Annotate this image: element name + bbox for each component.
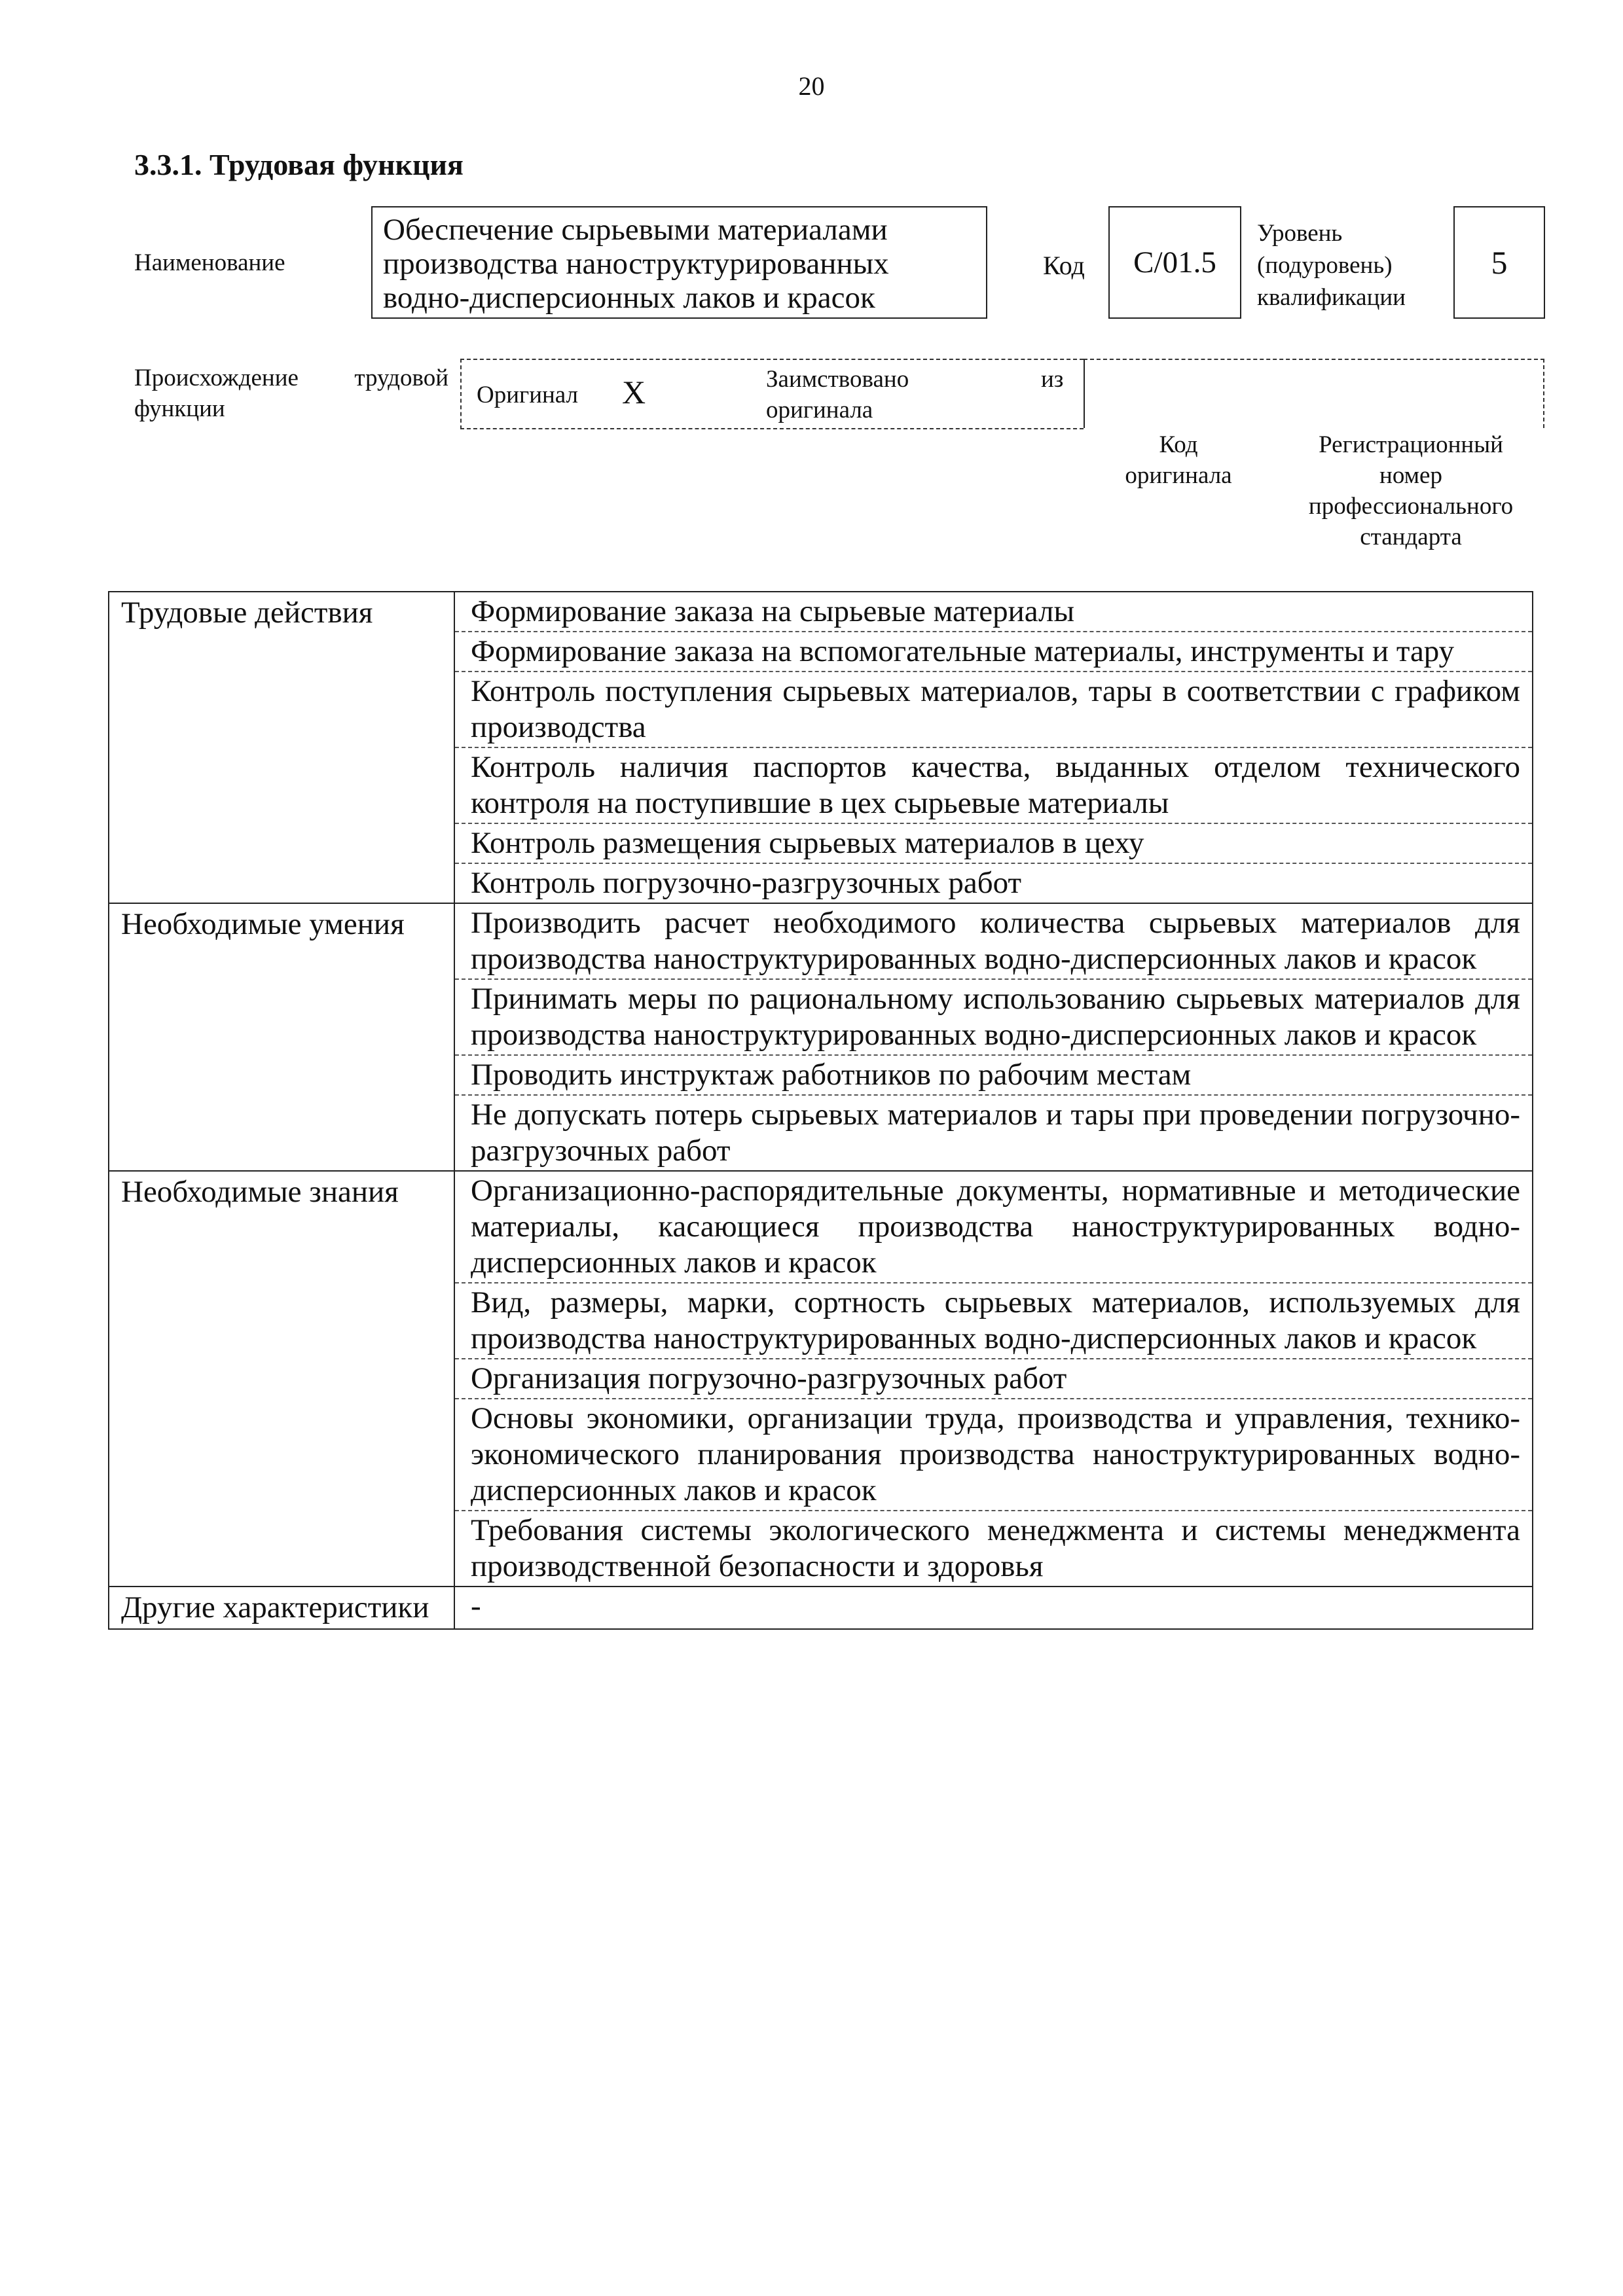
table-row <box>109 903 1533 979</box>
borrowed-label: Заимствовано оригинала <box>766 366 909 423</box>
required-skills-item: Принимать меры по рациональному использованию сырьевых материалов для производства наноструктурированных водно-дисперсионных лаков и красок <box>454 979 1533 1055</box>
original-mark: X <box>622 374 646 410</box>
labor-actions-item: Контроль наличия паспортов качества, выданных отделом технического контроля на поступившие в цех сырьевые материалы <box>454 747 1533 823</box>
required-knowledge-item: Организация погрузочно-разгрузочных работ <box>454 1359 1533 1399</box>
table-row <box>109 1587 1533 1629</box>
required-knowledge-item: Основы экономики, организации труда, производства и управления, технико-экономического планирования производства наноструктурированных водно-дисперсионных лаков и красок <box>454 1399 1533 1511</box>
function-name: Обеспечение сырьевыми материалами производства наноструктурированных водно-дисперсионных лаков и красок <box>383 213 889 315</box>
level-label-2: (подуровень) <box>1257 252 1393 279</box>
code-value: C/01.5 <box>1133 245 1216 279</box>
labor-actions-item: Контроль погрузочно-разгрузочных работ <box>454 863 1533 903</box>
labor-actions-item: Контроль поступления сырьевых материалов, тары в соответствии с графиком производства <box>454 672 1533 747</box>
table-row <box>109 1171 1533 1283</box>
level-label-3: квалификации <box>1257 284 1406 311</box>
reg-number-caption: Регистрационный номер профессионального стандарта <box>1308 431 1514 550</box>
table-row <box>109 592 1533 632</box>
level-value: 5 <box>1491 244 1508 281</box>
code-value-box <box>1108 206 1241 319</box>
required-knowledge-item: Требования системы экологического менеджмента и системы менеджмента производственной безопасности и здоровья <box>454 1511 1533 1587</box>
original-label: Оригинал <box>477 382 579 408</box>
section-title-labor-actions: Трудовые действия <box>109 592 454 903</box>
function-table <box>108 591 1533 1630</box>
name-label: Наименование <box>134 249 285 276</box>
required-knowledge-item: Организационно-распорядительные документы, нормативные и методические материалы, касающиеся производства наноструктурированных водно-дисперсионных лаков и красок <box>454 1171 1533 1283</box>
code-label: Код <box>1043 251 1085 280</box>
required-skills-item: Производить расчет необходимого количества сырьевых материалов для производства наноструктурированных водно-дисперсионных лаков и красок <box>454 903 1533 979</box>
labor-actions-item: Формирование заказа на сырьевые материалы <box>454 592 1533 632</box>
section-title-other-characteristics: Другие характеристики <box>109 1587 454 1629</box>
name-value-box <box>371 206 987 319</box>
code-original-caption: Код оригинала <box>1125 431 1232 489</box>
section-title-required-knowledge: Необходимые знания <box>109 1171 454 1587</box>
required-skills-item: Не допускать потерь сырьевых материалов и тары при проведении погрузочно-разгрузочных работ <box>454 1095 1533 1171</box>
page-number: 20 <box>798 71 825 101</box>
origin-label: Происхождение трудовой функции <box>134 365 448 422</box>
origin-code-box <box>1084 359 1544 428</box>
other-characteristics-item: - <box>454 1587 1533 1629</box>
section-title-required-skills: Необходимые умения <box>109 903 454 1171</box>
level-label-1: Уровень <box>1257 220 1343 247</box>
required-knowledge-item: Вид, размеры, марки, сортность сырьевых материалов, используемых для производства наноструктурированных водно-дисперсионных лаков и красок <box>454 1283 1533 1359</box>
required-skills-item: Проводить инструктаж работников по рабочим местам <box>454 1055 1533 1095</box>
labor-actions-item: Контроль размещения сырьевых материалов в цеху <box>454 823 1533 863</box>
level-value-box <box>1453 206 1545 319</box>
section-title: 3.3.1. Трудовая функция <box>134 148 464 181</box>
from-label: из <box>1041 366 1064 393</box>
labor-actions-item: Формирование заказа на вспомогательные материалы, инструменты и тару <box>454 632 1533 672</box>
